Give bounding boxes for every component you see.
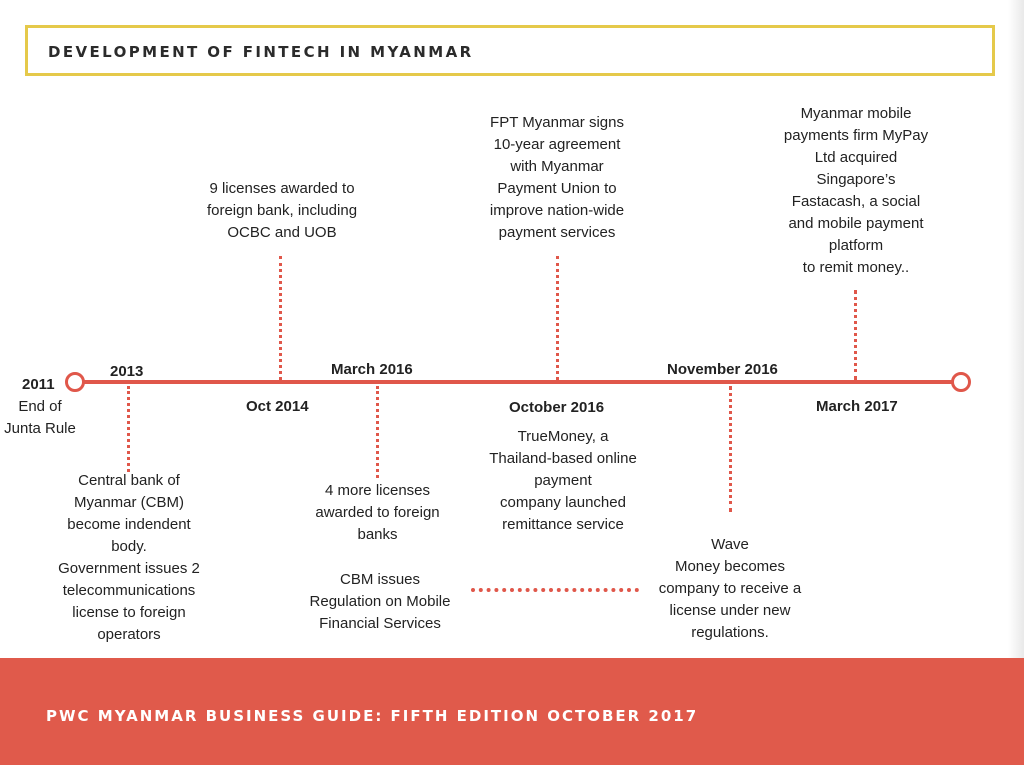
event-2011-text: End of Junta Rule bbox=[4, 398, 76, 437]
connector-oct-2016 bbox=[556, 256, 559, 380]
date-march-2016: March 2016 bbox=[331, 361, 413, 378]
page-title: DEVELOPMENT OF FINTECH IN MYANMAR bbox=[48, 43, 474, 61]
event-oct-2016-above-text: FPT Myanmar signs 10-year agreement with Myanmar Payment Union to improve nation-wide payment services bbox=[489, 114, 625, 241]
event-march-2017-text: Myanmar mobile payments firm MyPay Ltd acquired Singapore’s Fastacash, a social and mobile payment platform to remit money.. bbox=[783, 105, 929, 276]
connector-2013 bbox=[127, 386, 130, 472]
date-october-2016: October 2016 bbox=[509, 399, 605, 416]
page-edge-shadow bbox=[1008, 0, 1024, 658]
event-cbm-regulation-text: CBM issues Regulation on Mobile Financial Services bbox=[309, 571, 451, 632]
timeline-axis bbox=[84, 380, 954, 384]
timeline-end-circle bbox=[951, 372, 971, 392]
connector-november-2016 bbox=[729, 386, 732, 512]
footer-banner bbox=[0, 658, 1024, 765]
date-2011: 2011 bbox=[22, 376, 55, 393]
timeline-start-circle bbox=[65, 372, 85, 392]
connector-cbm-wave bbox=[471, 588, 639, 592]
event-oct-2016-below-text: TrueMoney, a Thailand-based online payment company launched remittance service bbox=[489, 428, 637, 533]
event-march-2016-text: 4 more licenses awarded to foreign banks bbox=[315, 482, 440, 543]
connector-oct-2014 bbox=[279, 256, 282, 380]
date-oct-2014: Oct 2014 bbox=[246, 398, 309, 415]
date-2013: 2013 bbox=[110, 363, 144, 380]
footer-text: PWC MYANMAR BUSINESS GUIDE: FIFTH EDITION OCTOBER 2017 bbox=[46, 707, 699, 725]
event-oct-2014-text: 9 licenses awarded to foreign bank, including OCBC and UOB bbox=[206, 180, 358, 241]
date-march-2017: March 2017 bbox=[816, 398, 898, 415]
event-2013-text: Central bank of Myanmar (CBM) become indendent body. Government issues 2 telecommunications license to foreign operators bbox=[58, 472, 200, 643]
title-box bbox=[25, 25, 995, 76]
connector-march-2016 bbox=[376, 386, 379, 478]
event-november-2016-text: Wave Money becomes company to receive a license under new regulations. bbox=[658, 536, 802, 641]
date-november-2016: November 2016 bbox=[667, 361, 778, 378]
connector-march-2017 bbox=[854, 290, 857, 380]
